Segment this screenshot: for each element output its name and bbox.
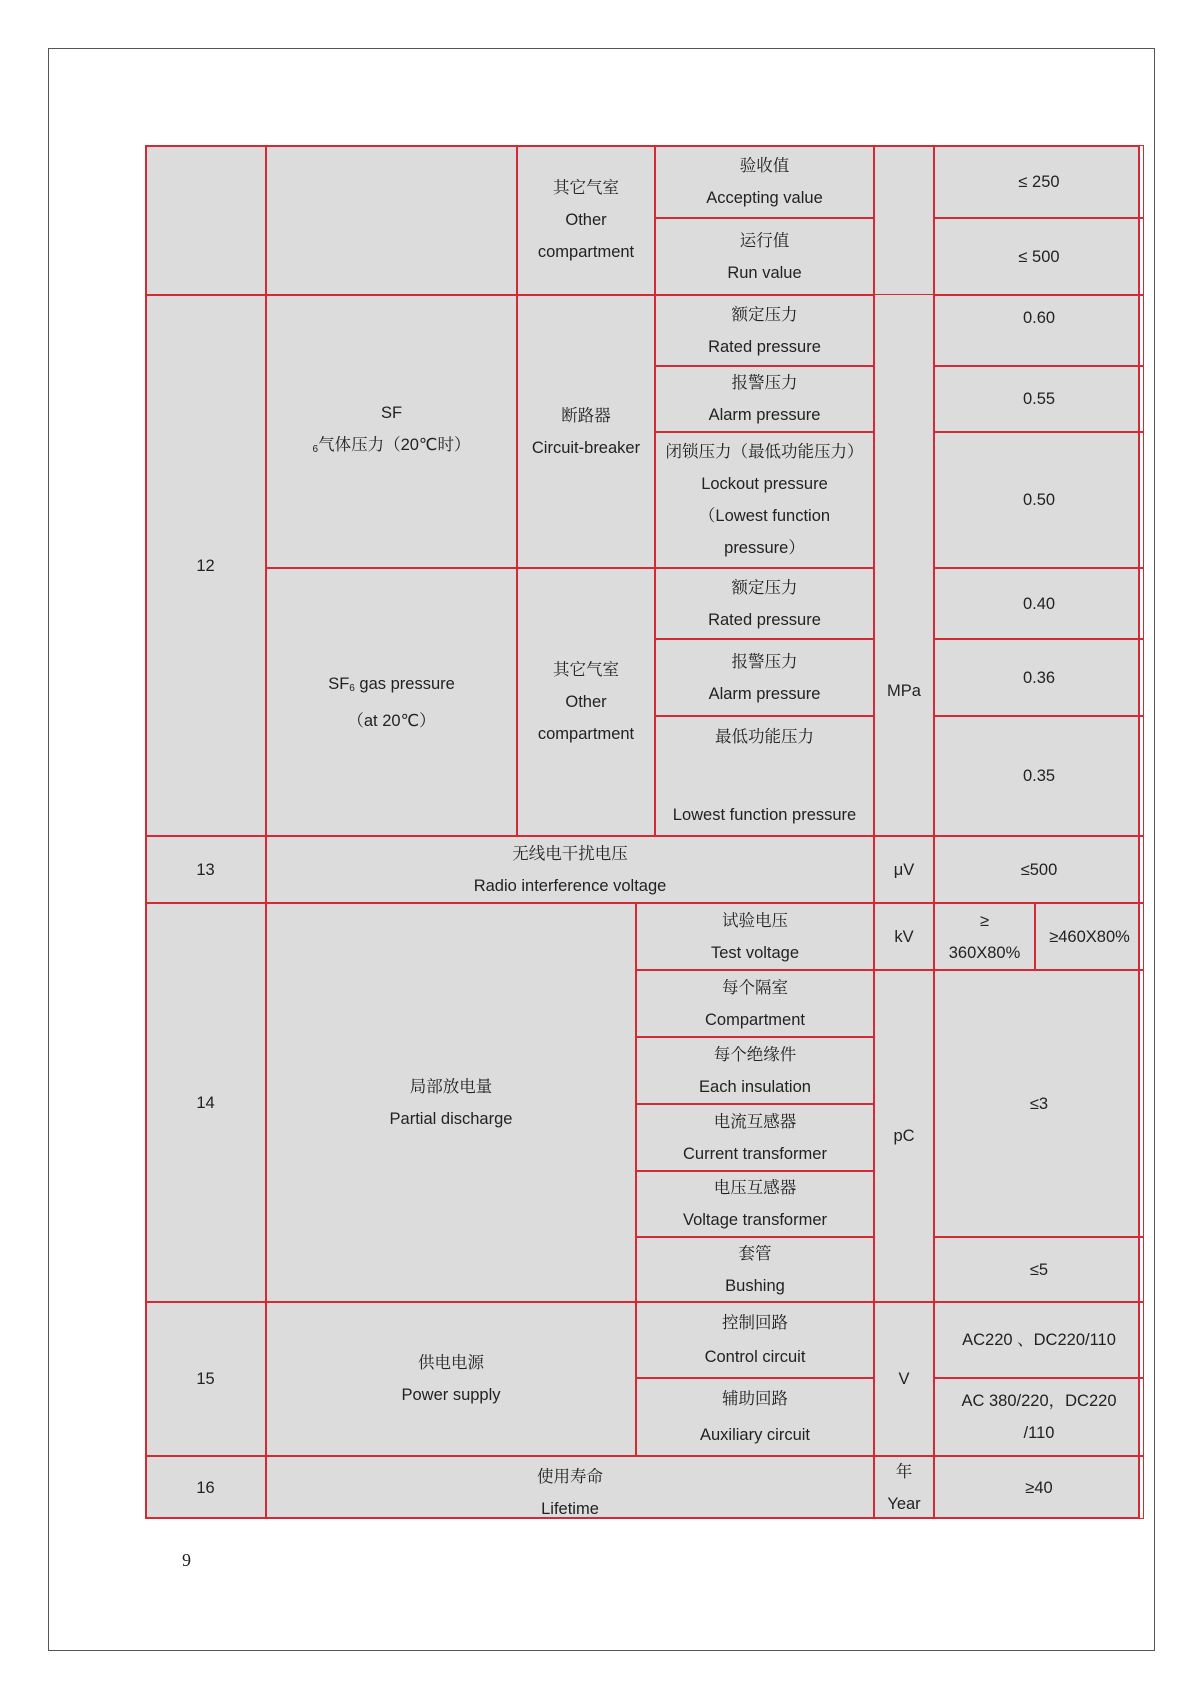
cell-oc-lowest-val: 0.35 [934, 716, 1144, 836]
cell-other-compartment: 其它气室 Other compartment [517, 568, 655, 836]
cell-partial-discharge: 局部放电量 Partial discharge [266, 903, 636, 1302]
cell-pd-bushing-val: ≤5 [934, 1237, 1144, 1302]
cell-cb-lockout-val: 0.50 [934, 432, 1144, 568]
cell-auxiliary-circuit: 辅助回路 Auxiliary circuit [636, 1378, 874, 1456]
cell-unit-year: 年 Year [874, 1456, 934, 1519]
cell-run-value: 运行值 Run value [655, 218, 874, 295]
cell-radio-interference: 无线电干扰电压 Radio interference voltage [266, 836, 874, 903]
cell-oc-rated-val: 0.40 [934, 568, 1144, 639]
cell-oc-alarm-val: 0.36 [934, 639, 1144, 716]
cell-voltage-transformer: 电压互感器 Voltage transformer [636, 1171, 874, 1237]
cell-current-transformer: 电流互感器 Current transformer [636, 1104, 874, 1171]
table-cell-no-continued [145, 145, 266, 295]
cell-cb-rated-val: 0.60 [934, 295, 1144, 366]
row-number-13: 13 [145, 836, 266, 903]
cell-test-voltage: 试验电压 Test voltage [636, 903, 874, 970]
cell-accepting-value: 验收值 Accepting value [655, 145, 874, 218]
cell-run-val: ≤ 500 [934, 218, 1144, 295]
cell-oc-rated-pressure: 额定压力 Rated pressure [655, 568, 874, 639]
cell-lifetime-val: ≥40 [934, 1456, 1144, 1519]
cell-control-val: AC220 、DC220/110 [934, 1302, 1144, 1378]
spec-table [145, 145, 1140, 1519]
cell-sf6-pressure-cn: SF $_6$气体压力（20℃时） [266, 295, 517, 568]
cell-bushing: 套管 Bushing [636, 1237, 874, 1302]
row-number-14: 14 [145, 903, 266, 1302]
cell-cb-alarm-pressure: 报警压力 Alarm pressure [655, 366, 874, 432]
cell-unit-uv: μV [874, 836, 934, 903]
cell-cb-alarm-val: 0.55 [934, 366, 1144, 432]
cell-control-circuit: 控制回路 Control circuit [636, 1302, 874, 1378]
cell-unit-v: V [874, 1302, 934, 1456]
cell-unit-mpa: MPa [874, 145, 934, 836]
cell-cb-rated-pressure: 额定压力 Rated pressure [655, 295, 874, 366]
cell-circuit-breaker: 断路器 Circuit-breaker [517, 295, 655, 568]
row-number-16: 16 [145, 1456, 266, 1519]
cell-oc-lowest-pressure: 最低功能压力 Lowest function pressure [655, 716, 874, 836]
cell-unit-pc: pC [874, 970, 934, 1302]
cell-unit-kv: kV [874, 903, 934, 970]
cell-aux-val: AC 380/220，DC220 /110 [934, 1378, 1144, 1456]
cell-sf6-pressure-en: $SF_6$ gas pressure （at 20℃） [266, 568, 517, 836]
cell-each-insulation: 每个绝缘件 Each insulation [636, 1037, 874, 1104]
cell-power-supply: 供电电源 Power supply [266, 1302, 636, 1456]
cell-test-voltage-val-1: ≥ 360X80% [934, 903, 1035, 970]
row-number-15: 15 [145, 1302, 266, 1456]
cell-other-compartment-top: 其它气室 Other compartment [517, 145, 655, 295]
cell-compartment: 每个隔室 Compartment [636, 970, 874, 1037]
cell-pd-main-val: ≤3 [934, 970, 1144, 1237]
cell-accepting-val: ≤ 250 [934, 145, 1144, 218]
page-number: 9 [182, 1550, 191, 1570]
cell-oc-alarm-pressure: 报警压力 Alarm pressure [655, 639, 874, 716]
row-number-12: 12 [145, 295, 266, 836]
cell-radio-val: ≤500 [934, 836, 1144, 903]
cell-lifetime: 使用寿命 Lifetime [266, 1456, 874, 1519]
cell-test-voltage-val-2: ≥460X80% [1035, 903, 1144, 970]
cell-cb-lockout-pressure: 闭锁压力（最低功能压力） Lockout pressure （Lowest function pressure） [655, 432, 874, 568]
table-cell-param-continued [266, 145, 517, 295]
